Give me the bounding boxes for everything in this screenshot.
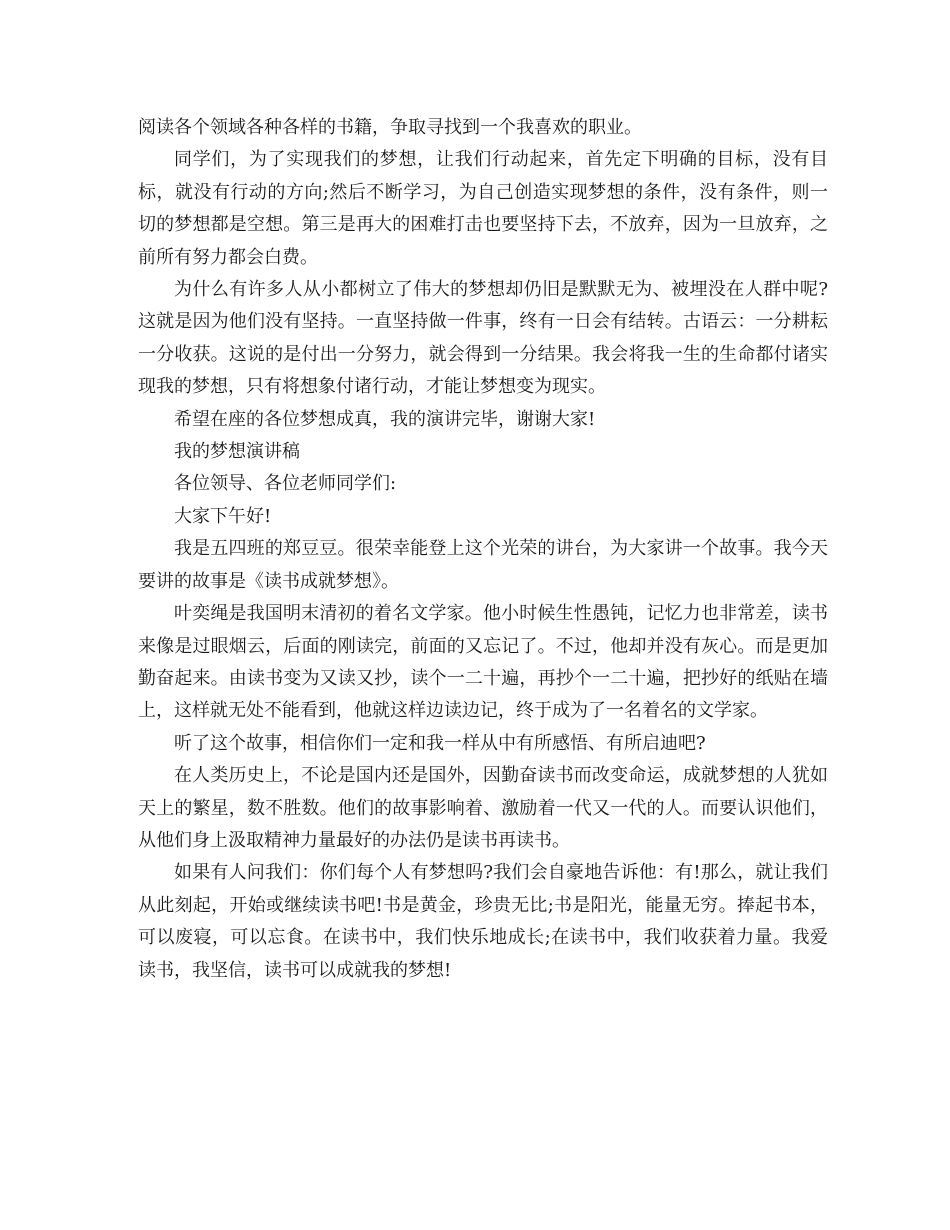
paragraph-1: 阅读各个领域各种各样的书籍，争取寻找到一个我喜欢的职业。: [138, 117, 642, 138]
salutation: 各位领导、各位老师同学们:: [174, 473, 397, 495]
paragraph-9: 叶奕绳是我国明末清初的着名文学家。他小时候生性愚钝，记忆力也非常差，读书来像是过眼烟云，后面的刚读完，前面的又忘记了。不过，他却并没有灰心。而是更加勤奋起来。由读书变为又读又抄，读个一二十遍，再抄个一二十遍，把抄好的纸贴在墙上，这样就无处不能看到，他就这样边读边记，终于成为了一名着名的文学家。: [138, 603, 828, 722]
speech-title: 我的梦想演讲稿: [174, 441, 300, 463]
paragraph-11: 在人类历史上，不论是国内还是国外，因勤奋读书而改变命运，成就梦想的人犹如天上的繁星，数不胜数。他们的故事影响着、激励着一代又一代的人。而要认识他们，从他们身上汲取精神力量最好的办法仍是读书再读书。: [138, 765, 828, 851]
paragraph-4: 希望在座的各位梦想成真，我的演讲完毕，谢谢大家!: [174, 408, 596, 430]
document-body: [138, 112, 828, 987]
paragraph-3: 为什么有许多人从小都树立了伟大的梦想却仍旧是默默无为、被埋没在人群中呢?这就是因为他们没有坚持。一直坚持做一件事，终有一日会有结转。古语云：一分耕耘一分收获。这说的是付出一分努力，就会得到一分结果。我会将我一生的生命都付诸实现我的梦想，只有将想象付诸行动，才能让梦想变为现实。: [138, 279, 828, 398]
paragraph-2: 同学们，为了实现我们的梦想，让我们行动起来，首先定下明确的目标，没有目标，就没有行动的方向;然后不断学习，为自己创造实现梦想的条件，没有条件，则一切的梦想都是空想。第三是再大的困难打击也要坚持下去，不放弃，因为一旦放弃，之前所有努力都会白费。: [138, 149, 828, 268]
paragraph-8: 我是五四班的郑豆豆。很荣幸能登上这个光荣的讲台，为大家讲一个故事。我今天要讲的故事是《读书成就梦想》。: [138, 538, 828, 592]
paragraph-10: 听了这个故事，相信你们一定和我一样从中有所感悟、有所启迪吧?: [174, 732, 706, 754]
greeting: 大家下午好!: [174, 505, 272, 527]
paragraph-12: 如果有人问我们：你们每个人有梦想吗?我们会自豪地告诉他：有!那么，就让我们从此刻起，开始或继续读书吧!书是黄金，珍贵无比;书是阳光，能量无穷。捧起书本，可以废寝，可以忘食。在读书中，我们快乐地成长;在读书中，我们收获着力量。我爱读书，我坚信，读书可以成就我的梦想!: [138, 862, 828, 981]
